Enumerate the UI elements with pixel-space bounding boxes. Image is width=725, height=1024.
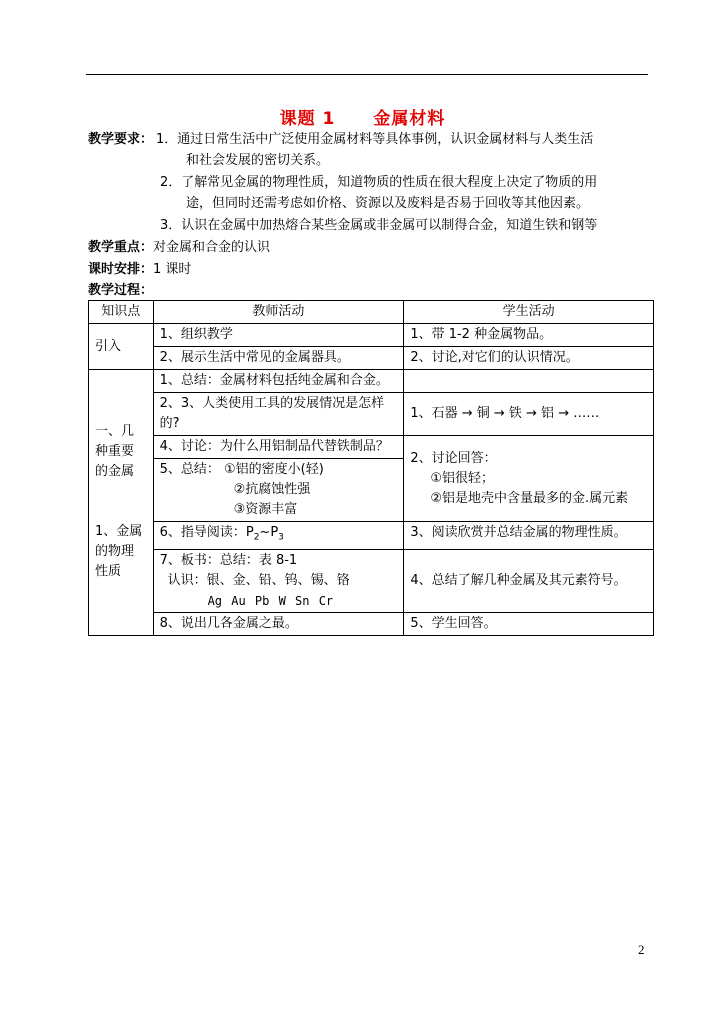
- focus-text: 对金属和合金的认识: [153, 240, 271, 255]
- requirement-2-line1: 2．了解常见金属的物理性质，知道物质的性质在很大程度上决定了物质的用: [160, 175, 598, 190]
- header-student: 学生活动: [404, 301, 654, 324]
- student-cell: 5、学生回答。: [404, 612, 654, 635]
- requirements-label: 教学要求：: [88, 132, 154, 147]
- table-header-row: [89, 301, 654, 324]
- reading-sub-1: 2: [253, 532, 260, 543]
- sub-section-label: 1、金属的物理性质: [95, 524, 143, 580]
- process-line: [88, 281, 153, 301]
- header-knowledge: 知识点: [89, 301, 154, 324]
- teacher-cell: 1、组织教学: [153, 324, 404, 347]
- schedule-text: 1 课时: [153, 262, 192, 277]
- title-part2: 金属材料: [373, 109, 446, 129]
- board-line-2: 认识：银、金、铅、钨、锡、铬: [167, 572, 350, 588]
- teacher-cell: 4、讨论：为什么用铝制品代替铁制品？: [153, 436, 404, 459]
- intro-label: 引入: [89, 324, 154, 370]
- reading-sub-2: 3: [278, 532, 284, 543]
- teacher-cell: [153, 522, 404, 550]
- student-cell: 1、带 1-2 种金属物品。: [404, 324, 654, 347]
- table-row: [89, 549, 654, 612]
- table-row: [89, 393, 654, 436]
- teacher-cell: 8、说出几各金属之最。: [153, 612, 404, 635]
- summary-head: 5、总结：: [159, 462, 220, 477]
- section-cell: [89, 370, 154, 636]
- table-row: [89, 370, 654, 393]
- reading-mid: ~P: [259, 525, 279, 540]
- focus-label: 教学重点：: [88, 240, 154, 255]
- summary-item-1: ①铝的密度小(轻): [223, 462, 324, 477]
- process-label: 教学过程：: [88, 283, 154, 298]
- table-row: [89, 612, 654, 635]
- teacher-cell: 1、总结：金属材料包括纯金属和合金。: [153, 370, 404, 393]
- teacher-cell: 2、3、人类使用工具的发展情况是怎样的?: [153, 393, 404, 436]
- table-row: [89, 436, 654, 459]
- reading-text: 6、指导阅读：P: [159, 525, 254, 540]
- requirement-1-line2: 和社会发展的密切关系。: [186, 153, 330, 168]
- teacher-cell: [153, 459, 404, 522]
- student-cell-empty: [404, 370, 654, 393]
- title-part1: 课题 1: [279, 109, 336, 129]
- header-rule: [86, 74, 648, 75]
- student-answer-1: ①铝很轻；: [430, 470, 494, 486]
- focus-line: [88, 238, 270, 258]
- student-cell: 1、石器 → 铜 → 铁 → 铝 → ……: [404, 393, 654, 436]
- requirements-label-line: [88, 130, 153, 150]
- student-answer-2: ②铝是地壳中含量最多的金.属元素: [430, 490, 629, 506]
- teacher-cell: 2、展示生活中常见的金属器具。: [153, 347, 404, 370]
- process-table: [88, 300, 654, 636]
- requirement-1-line1: 1．通过日常生活中广泛使用金属材料等具体事例，认识金属材料与人类生活: [156, 132, 594, 147]
- student-cell: 3、阅读欣赏并总结金属的物理性质。: [404, 522, 654, 550]
- summary-item-2: ②抗腐蚀性强: [233, 482, 311, 497]
- header-teacher: 教师活动: [153, 301, 404, 324]
- table-row: [89, 347, 654, 370]
- teacher-cell: [153, 549, 404, 612]
- requirement-3-line1: 3．认识在金属中加热熔合某些金属或非金属可以制得合金，知道生铁和钢等: [160, 218, 598, 233]
- lesson-title: [0, 104, 725, 129]
- schedule-line: [88, 260, 191, 280]
- summary-item-3: ③资源丰富: [233, 502, 298, 517]
- student-answer-head: 2、讨论回答：: [410, 450, 497, 466]
- table-row: [89, 324, 654, 347]
- section-label: 一、几种重要的金属: [95, 424, 135, 480]
- student-cell: [404, 436, 654, 522]
- student-cell: 4、总结了解几种金属及其元素符号。: [404, 549, 654, 612]
- board-line-3: Ag Au Pb W Sn Cr: [207, 593, 334, 608]
- board-line-1: 7、板书：总结：表 8-1: [159, 552, 298, 568]
- requirement-2-line2: 途，但同时还需考虑如价格、资源以及废料是否易于回收等其他因素。: [186, 196, 590, 211]
- student-cell: 2、讨论,对它们的认识情况。: [404, 347, 654, 370]
- schedule-label: 课时安排：: [88, 262, 154, 277]
- page-number: 2: [638, 942, 645, 957]
- table-row: [89, 522, 654, 550]
